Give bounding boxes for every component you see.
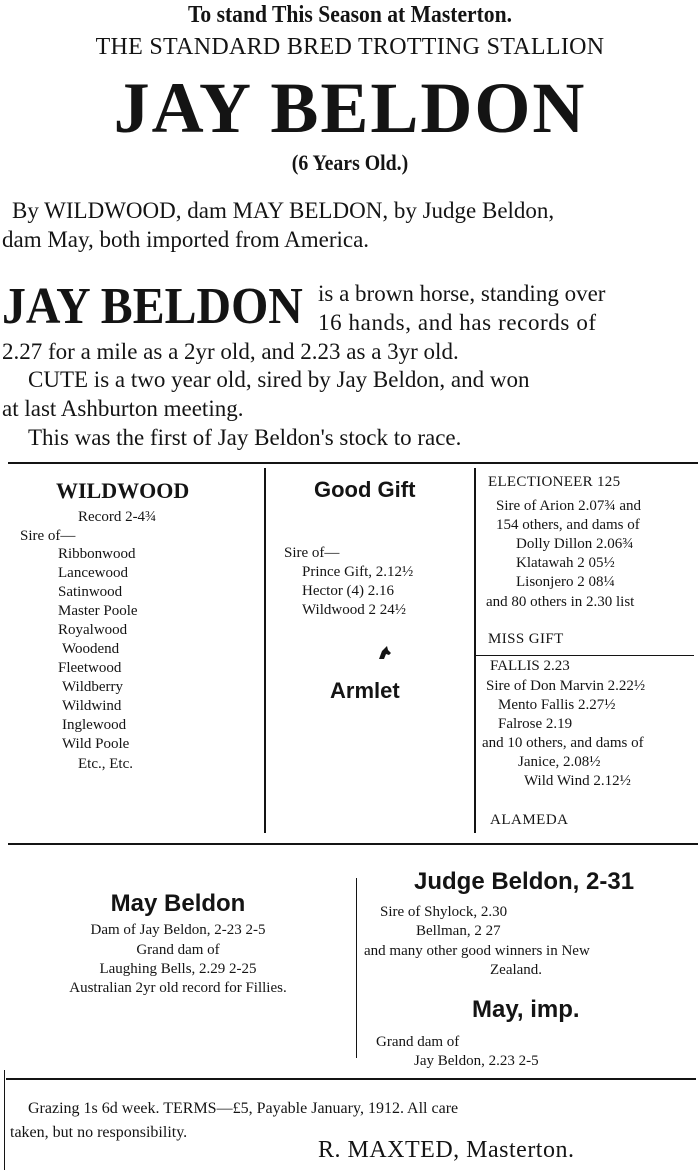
may-beldon-line-1: Dam of Jay Beldon, 2-23 2-5 [90,922,266,938]
fallis-name: FALLIS 2.23 [490,658,570,674]
lower-divider [356,878,357,1058]
electioneer-line-2: 154 others, and dams of [496,517,640,533]
list-item: Lisonjero 2 08¼ [516,574,615,590]
list-item: Dolly Dillon 2.06¾ [516,536,634,552]
description-lead: JAY BELDON [2,278,303,335]
may-beldon-line-3: Laughing Bells, 2.29 2-25 [99,961,257,977]
table-bottom-rule [8,843,698,845]
list-item: Wildwood 2 24½ [302,602,406,618]
season-notice: To stand This Season at Masterton. [187,2,513,28]
pedigree-line-1: By WILDWOOD, dam MAY BELDON, by Judge Beldon, [12,198,555,223]
may-beldon-name: May Beldon [110,890,246,917]
description-line-3: 2.27 for a mile as a 2yr old, and 2.23 as a 3yr old. [2,339,459,364]
age-line: (6 Years Old.) [291,150,409,175]
may-beldon-line-4: Australian 2yr old record for Fillies. [69,980,287,996]
list-item: Fleetwood [58,660,122,676]
judge-beldon-name: Judge Beldon, 2-31 [414,868,635,895]
wildwood-offspring-list [58,545,138,754]
terms-line-2: taken, but no responsibility. [10,1124,188,1141]
list-item: Inglewood [62,717,127,733]
judge-beldon-line-3: and many other good winners in New [364,943,590,959]
stallion-subtitle: THE STANDARD BRED TROTTING STALLION [95,34,605,60]
electioneer-name: ELECTIONEER 125 [488,474,621,490]
good-gift-name: Good Gift [314,477,416,502]
list-item: Woodend [62,641,120,657]
list-item: Ribbonwood [58,546,136,562]
judge-beldon-line-2: Bellman, 2 27 [416,923,501,939]
electioneer-tail: and 80 others in 2.30 list [486,594,635,610]
may-beldon-line-2: Grand dam of [136,942,220,958]
list-item: Master Poole [58,603,138,619]
list-item: Hector (4) 2.16 [302,583,395,599]
alameda-name: ALAMEDA [490,812,569,828]
fallis-line-1: Sire of Don Marvin 2.22½ [486,678,646,694]
list-item: Wildwind [62,698,122,714]
horse-title: JAY BELDON [113,68,587,148]
wildwood-etc: Etc., Etc. [78,756,133,772]
good-gift-offspring-list [302,563,413,620]
fallis-line-6: Wild Wind 2.12½ [524,773,631,789]
column-divider-2 [474,468,476,833]
list-item: Lancewood [58,565,128,581]
fallis-line-2: Mento Fallis 2.27½ [498,697,616,713]
good-gift-sire-of: Sire of— [284,545,340,561]
list-item: Royalwood [58,622,128,638]
wildwood-record: Record 2-4¾ [78,509,157,525]
list-item: Wild Poole [62,736,130,752]
may-imp-line-1: Grand dam of [376,1034,460,1050]
electioneer-line-1: Sire of Arion 2.07¾ and [496,498,641,514]
may-imp-name: May, imp. [472,996,580,1023]
electioneer-dams-list [516,535,634,592]
fallis-line-5: Janice, 2.08½ [518,754,601,770]
wildwood-name: WILDWOOD [56,478,190,503]
column-divider-1 [264,468,266,833]
list-item: Satinwood [58,584,123,600]
description-line-2: 16 hands, and has records of [318,310,597,335]
miss-gift-name: MISS GIFT [488,631,564,647]
judge-beldon-line-4: Zealand. [490,962,543,978]
description-line-6: This was the first of Jay Beldon's stock to race. [28,425,462,450]
table-top-rule [8,462,698,464]
judge-beldon-line-1: Sire of Shylock, 2.30 [380,904,508,920]
wildwood-sire-of: Sire of— [20,528,76,544]
description-line-4: CUTE is a two year old, sired by Jay Beldon, and won [28,367,530,392]
right-column-rule-1 [476,655,694,656]
fallis-line-3: Falrose 2.19 [498,716,573,732]
armlet-name: Armlet [330,678,400,703]
footer-rule [6,1078,696,1080]
list-item: Prince Gift, 2.12½ [302,564,414,580]
list-item: Wildberry [62,679,124,695]
footer-left-margin-line [4,1070,5,1170]
terms-line-1: Grazing 1s 6d week. TERMS—£5, Payable January, 1912. All care [28,1100,459,1117]
fallis-line-4: and 10 others, and dams of [482,735,644,751]
description-line-5: at last Ashburton meeting. [2,396,244,421]
pedigree-line-2: dam May, both imported from America. [2,227,370,252]
list-item: Klatawah 2 05½ [516,555,615,571]
signature: R. MAXTED, Masterton. [318,1137,575,1163]
horse-silhouette-icon [378,645,392,666]
may-imp-line-2: Jay Beldon, 2.23 2-5 [414,1053,539,1069]
description-line-1: is a brown horse, standing over [318,281,606,306]
